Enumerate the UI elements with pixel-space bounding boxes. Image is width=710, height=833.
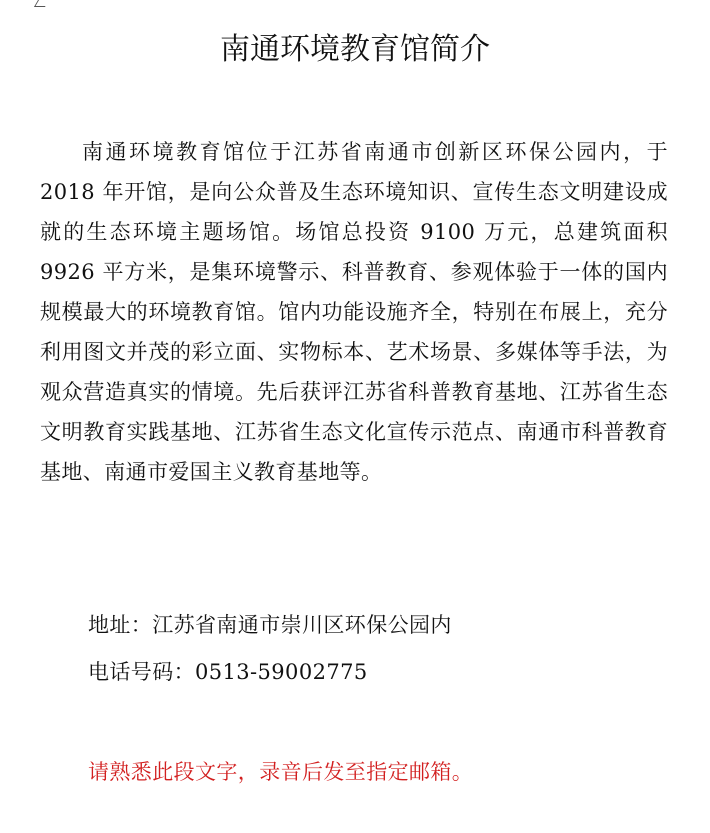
intro-paragraph: 南通环境教育馆位于江苏省南通市创新区环保公园内，于 2018 年开馆，是向公众普及生态环境知识、宣传生态文明建设成就的生态环境主题场馆。场馆总投资 9100 万元，总建筑面积 9926 平方米，是集环境警示、科普教育、参观体验于一体的国内规模最大的环境教育馆。馆内功能设施齐全，特别在布展上，充分利用图文并茂的彩立面、实物标本、艺术场景、多媒体等手法，为观众营造真实的情境。先后获评江苏省科普教育基地、江苏省生态文明教育实践基地、江苏省生态文化宣传示范点、南通市科普教育基地、南通市爱国主义教育基地等。 (40, 140, 668, 484)
phone-text: 电话号码：0513-59002775 (88, 660, 368, 684)
instruction-text: 请熟悉此段文字，录音后发至指定邮箱。 (88, 760, 474, 784)
address-text: 地址：江苏省南通市崇川区环保公园内 (88, 613, 452, 637)
page-title: 南通环境教育馆简介 (220, 32, 490, 67)
corner-mark (34, 0, 49, 7)
